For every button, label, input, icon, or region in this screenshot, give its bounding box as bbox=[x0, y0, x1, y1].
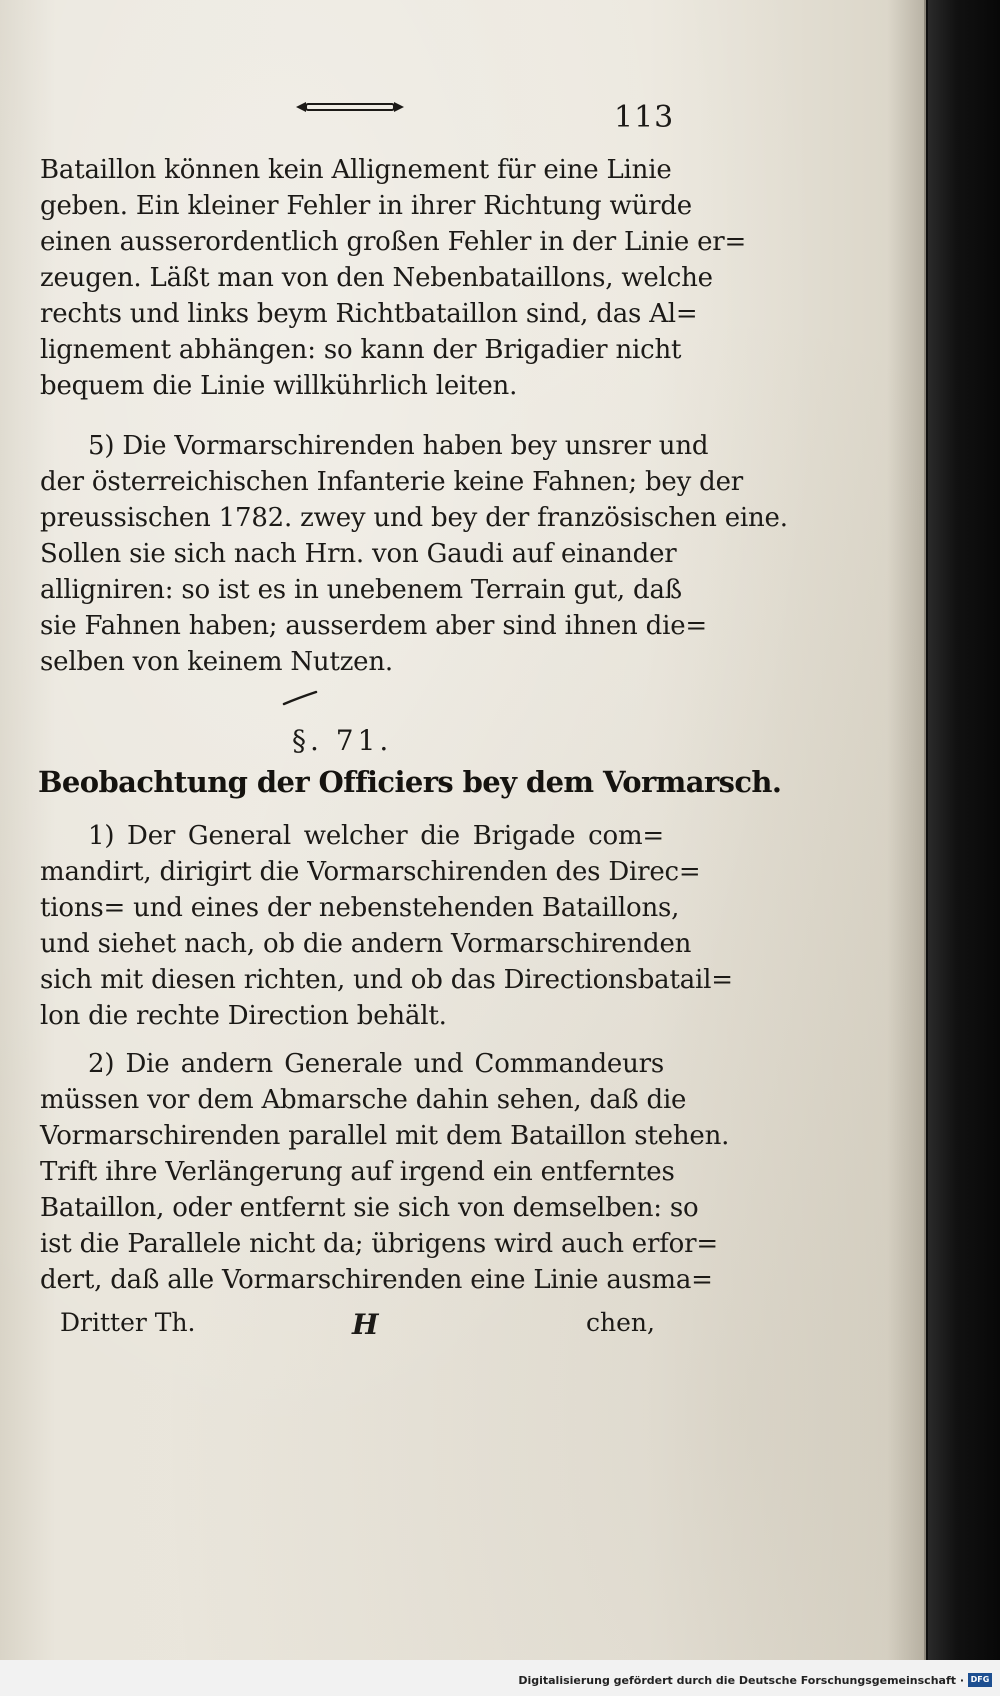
text-line: selben von keinem Nutzen. bbox=[40, 647, 393, 677]
text-line: sie Fahnen haben; ausserdem aber sind ihnen die= bbox=[40, 611, 707, 641]
funding-credit bbox=[518, 1670, 992, 1690]
catchword: chen, bbox=[586, 1308, 655, 1337]
text-line: und siehet nach, ob die andern Vormarschirenden bbox=[40, 929, 692, 959]
scan-edge bbox=[928, 0, 1000, 1696]
credit-text: Digitalisierung gefördert durch die Deutsche Forschungsgemeinschaft · bbox=[518, 1673, 964, 1687]
text-line: Sollen sie sich nach Hrn. von Gaudi auf einander bbox=[40, 539, 677, 569]
text-line: lon die rechte Direction behält. bbox=[40, 1001, 447, 1031]
signature-mark: H bbox=[352, 1308, 379, 1341]
text-line: alligniren: so ist es in unebenem Terrain gut, daß bbox=[40, 575, 682, 605]
text-line: sich mit diesen richten, und ob das Directionsbatail= bbox=[40, 965, 733, 995]
text-line: ist die Parallele nicht da; übrigens wird auch erfor= bbox=[40, 1229, 718, 1259]
section-heading: Beobachtung der Officiers bey dem Vormarsch. bbox=[38, 765, 782, 799]
text-line: 1) Der General welcher die Brigade com= bbox=[88, 821, 664, 851]
paragraph-3 bbox=[40, 818, 733, 1034]
section-number: §. 71. bbox=[292, 724, 393, 757]
paragraph-1 bbox=[40, 152, 747, 404]
paragraph-2 bbox=[40, 428, 788, 680]
text-line: Bataillon können kein Allignement für eine Linie bbox=[40, 155, 672, 185]
text-line: Vormarschirenden parallel mit dem Bataillon stehen. bbox=[40, 1121, 730, 1151]
text-line: bequem die Linie willkührlich leiten. bbox=[40, 371, 518, 401]
text-line: zeugen. Läßt man von den Nebenbataillons, welche bbox=[40, 263, 713, 293]
text-line: tions= und eines der nebenstehenden Bataillons, bbox=[40, 893, 680, 923]
text-line: Bataillon, oder entfernt sie sich von demselben: so bbox=[40, 1193, 699, 1223]
text-line: 5) Die Vormarschirenden haben bey unsrer und bbox=[88, 431, 709, 461]
text-line: dert, daß alle Vormarschirenden eine Linie ausma= bbox=[40, 1265, 713, 1295]
text-line: einen ausserordentlich großen Fehler in der Linie er= bbox=[40, 227, 747, 257]
page-number: 113 bbox=[614, 100, 675, 135]
text-line: lignement abhängen: so kann der Brigadier nicht bbox=[40, 335, 682, 365]
text-line: Trift ihre Verlängerung auf irgend ein entferntes bbox=[40, 1157, 675, 1187]
text-line: geben. Ein kleiner Fehler in ihrer Richtung würde bbox=[40, 191, 692, 221]
ink-mark bbox=[282, 690, 318, 706]
text-line: 2) Die andern Generale und Commandeurs bbox=[88, 1049, 664, 1079]
text-line: rechts und links beym Richtbataillon sind, das Al= bbox=[40, 299, 698, 329]
text-line: der österreichischen Infanterie keine Fahnen; bey der bbox=[40, 467, 744, 497]
text-line: mandirt, dirigirt die Vormarschirenden des Direc= bbox=[40, 857, 701, 887]
text-line: preussischen 1782. zwey und bey der französischen eine. bbox=[40, 503, 788, 533]
dfg-logo-icon: DFG bbox=[968, 1673, 992, 1687]
ornament-rule bbox=[294, 100, 406, 114]
volume-note: Dritter Th. bbox=[60, 1308, 196, 1337]
text-line: müssen vor dem Abmarsche dahin sehen, daß die bbox=[40, 1085, 687, 1115]
paragraph-4 bbox=[40, 1046, 730, 1298]
